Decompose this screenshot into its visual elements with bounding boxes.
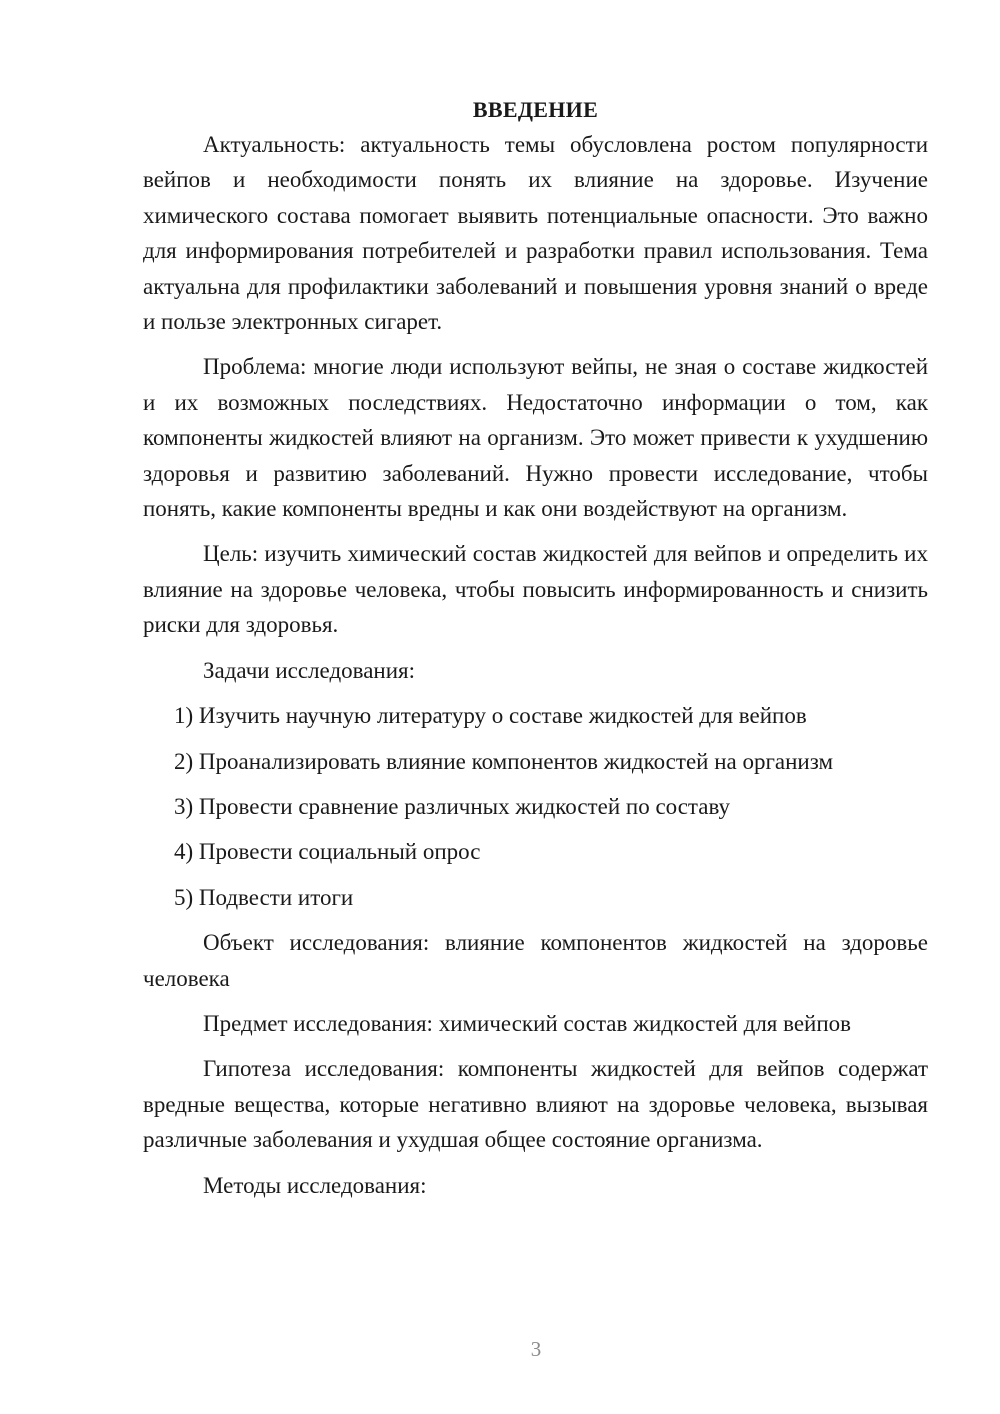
page-number: 3 [530, 1337, 542, 1361]
list-item: 1) Изучить научную литературу о составе жидкостей для вейпов [174, 703, 807, 729]
goal-paragraph: Цель: изучить химический состав жидкостей для вейпов и определить их влияние на здоровье человека, чтобы повысить информированность и снизить риски для здоровья. [143, 541, 928, 638]
list-item: 4) Провести социальный опрос [174, 839, 481, 865]
methods-title: Методы исследования: [203, 1172, 427, 1198]
subject-paragraph: Предмет исследования: химический состав жидкостей для вейпов [203, 1010, 852, 1036]
list-item: 5) Подвести итоги [174, 884, 354, 910]
list-item: 3) Провести сравнение различных жидкостей по составу [174, 793, 731, 819]
page-content [143, 94, 928, 1213]
tasks-title: Задачи исследования: [203, 657, 416, 683]
section-heading: ВВЕДЕНИЕ [472, 97, 599, 122]
hypothesis-paragraph: Гипотеза исследования: компоненты жидкостей для вейпов содержат вредные вещества, которые негативно влияют на здоровье человека, вызывая различные заболевания и ухудшая общее состояние организма. [143, 1056, 928, 1153]
problem-paragraph: Проблема: многие люди используют вейпы, не зная о составе жидкостей и их возможных последствиях. Недостаточно информации о том, как компоненты жидкостей влияют на организм. Это может привести к ухудшению здоровья и развитию заболеваний. Нужно провести исследование, чтобы понять, какие компоненты вредны и как они воздействуют на организм. [143, 354, 928, 522]
object-paragraph: Объект исследования: влияние компонентов жидкостей на здоровье человека [143, 930, 928, 991]
relevance-paragraph: Актуальность: актуальность темы обусловлена ростом популярности вейпов и необходимости понять их влияние на здоровье. Изучение химического состава помогает выявить потенциальные опасности. Это важно для информирования потребителей и разработки правил использования. Тема актуальна для профилактики заболеваний и повышения уровня знаний о вреде и пользе электронных сигарет. [143, 132, 928, 335]
tasks-list [143, 698, 928, 915]
list-item: 2) Проанализировать влияние компонентов жидкостей на организм [174, 748, 834, 774]
